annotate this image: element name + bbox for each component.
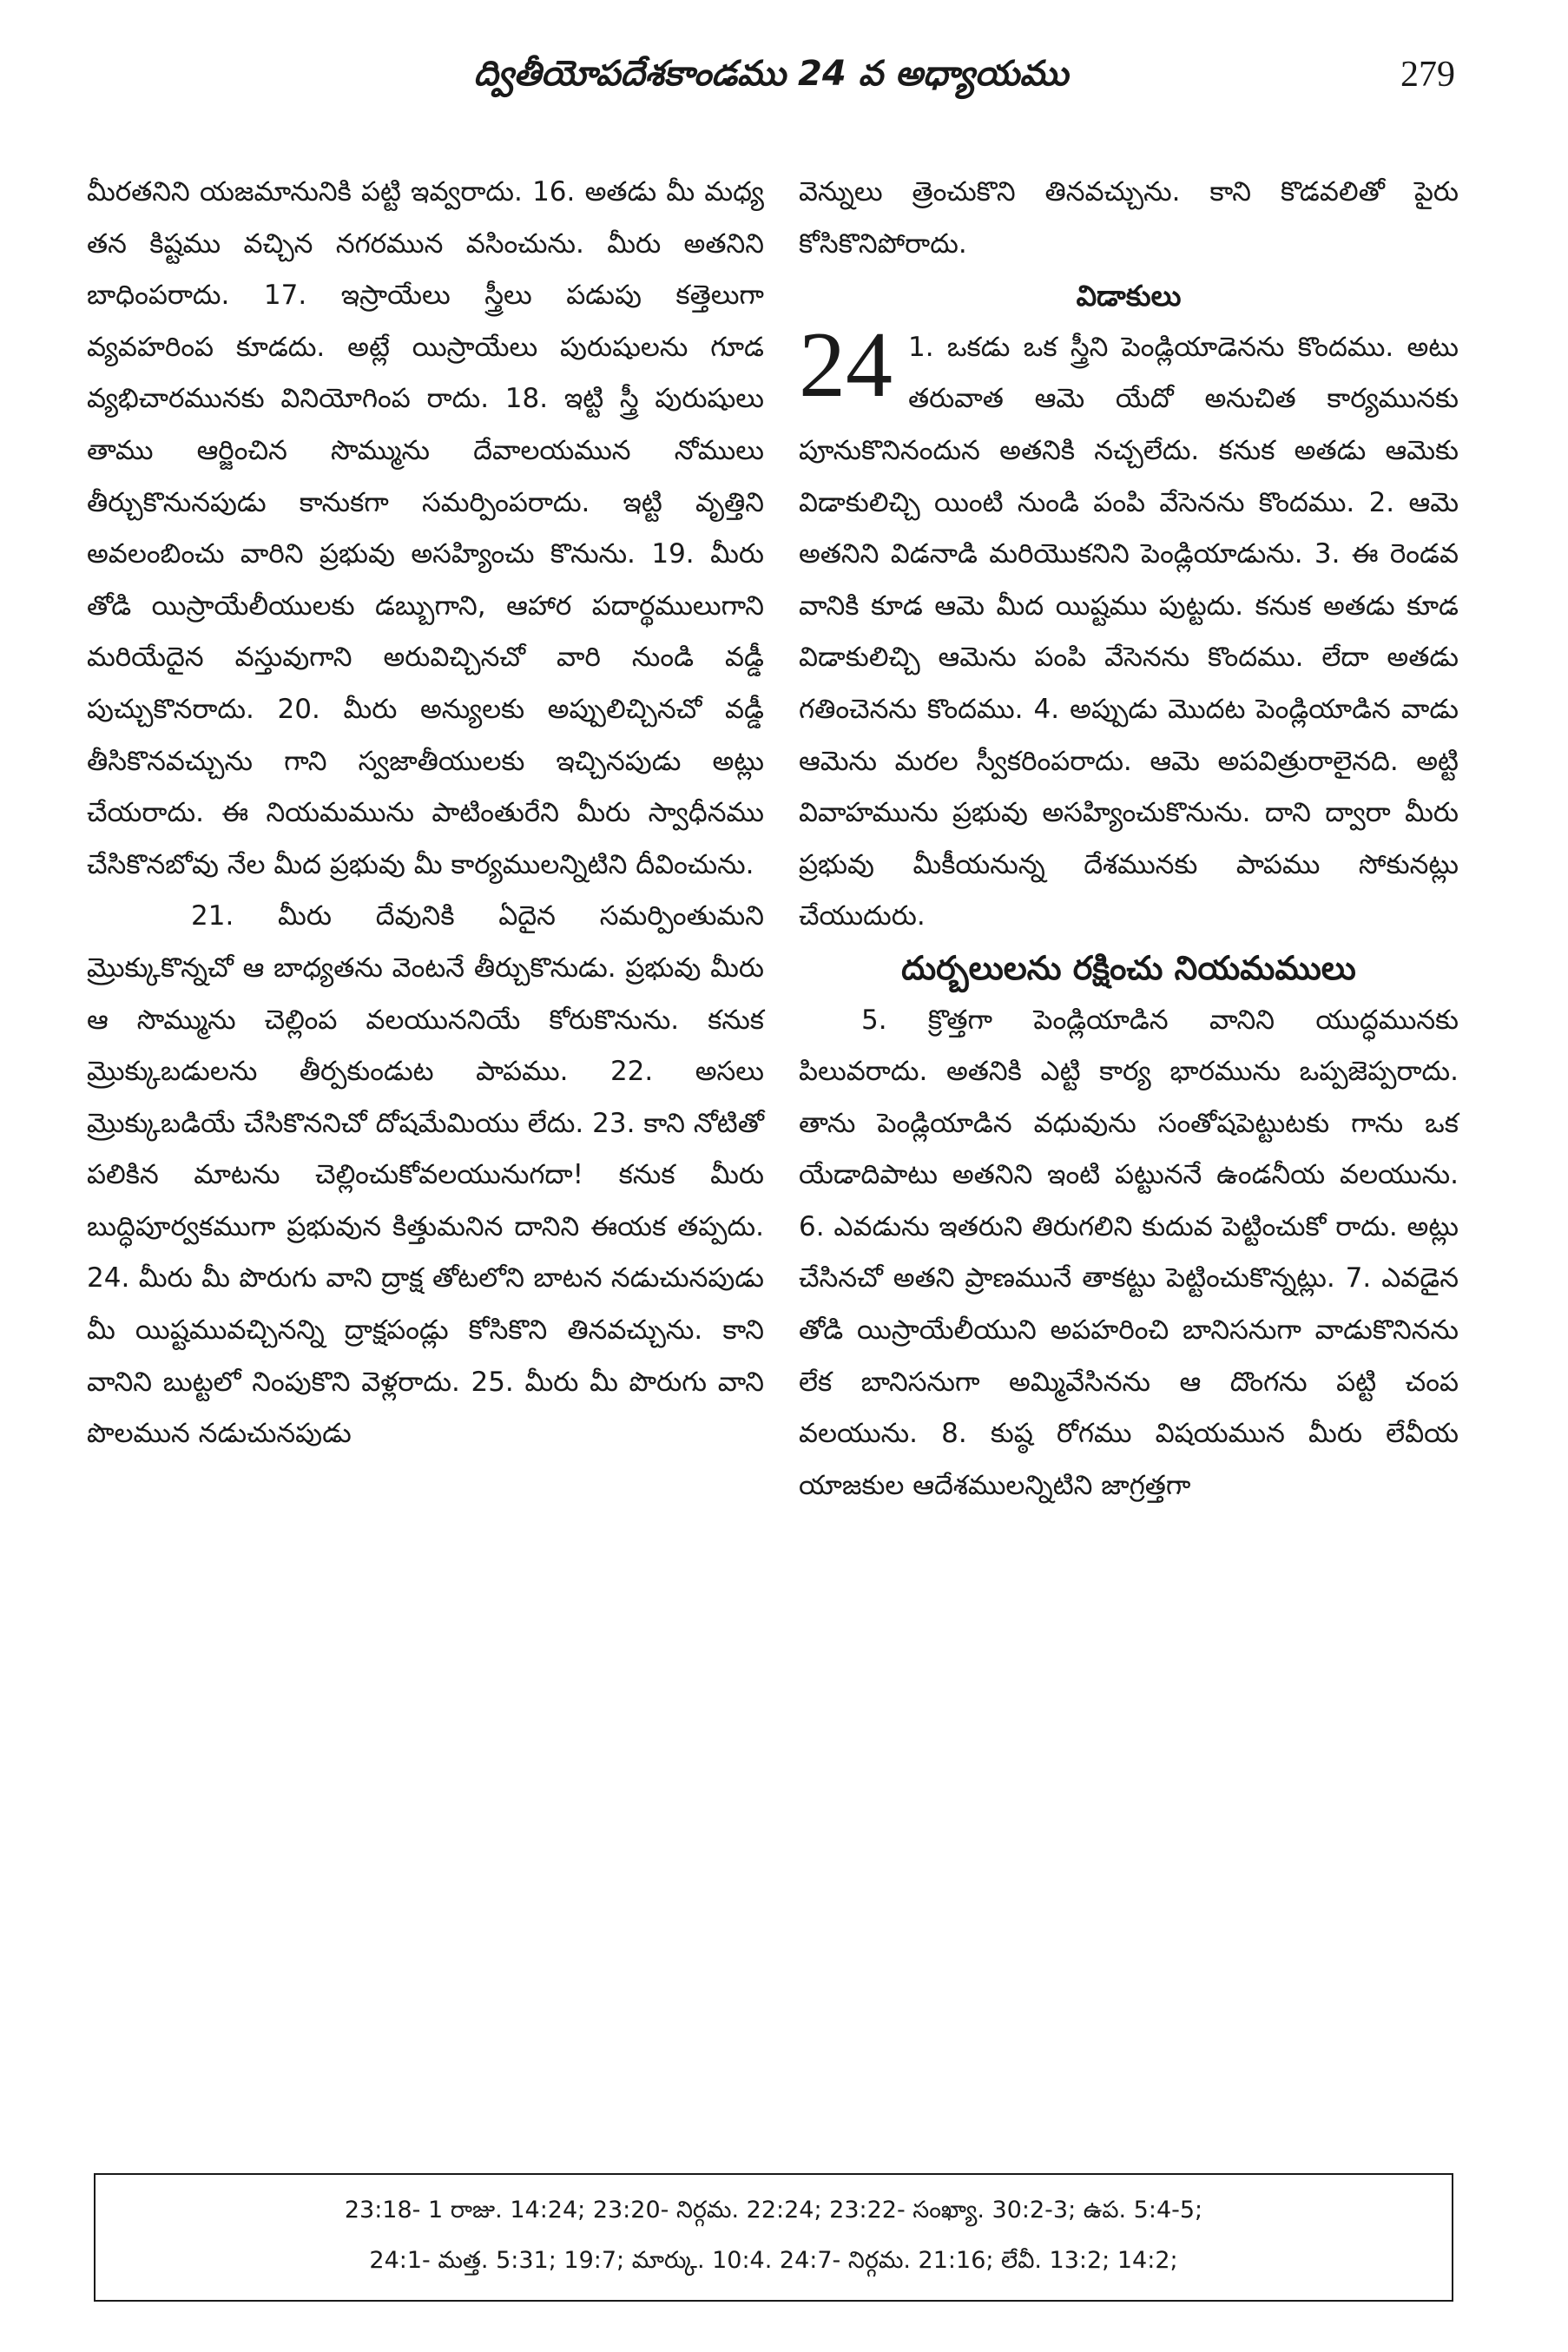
section-heading-divorce: విడాకులు: [1076, 279, 1182, 313]
left-column: [87, 167, 764, 1460]
chapter-number: 24: [799, 313, 893, 417]
left-paragraph-2: 21. మీరు దేవునికి ఏదైన సమర్పింతుమని మ్రొక్కుకొన్నచో ఆ బాధ్యతను వెంటనే తీర్చుకొనుడు. ప్రభువు మీరు ఆ సొమ్మును చెల్లింప వలయుననియే కోరుకొనును. కనుక మ్రొక్కుబడులను తీర్పకుండుట పాపము. 22. అసలు మ్రొక్కుబడియే చేసికొననిచో దోషమేమియు లేదు. 23. కాని నోటితో పలికిన మాటను చెల్లించుకోవలయునుగదా! కనుక మీరు బుద్ధిపూర్వకముగా ప్రభువున కిత్తుమనిన దానిని ఈయక తప్పదు. 24. మీరు మీ పొరుగు వాని ద్రాక్ష తోటలోని బాటన నడుచునపుడు మీ యిష్టమువచ్చినన్ని ద్రాక్షపండ్లు కోసికొని తినవచ్చును. కాని వానిని బుట్టలో నింపుకొని వెళ్లరాదు. 25. మీరు మీ పొరుగు వాని పొలమున నడుచునపుడు: [87, 900, 764, 1450]
right-column: [799, 167, 1459, 1512]
section-heading-protection: దుర్బలులను రక్షించు నియమములు: [901, 948, 1356, 987]
cross-references-line-1: 23:18- 1 రాజు. 14:24; 23:20- నిర్గమ. 22:24; 23:22- సంఖ్యా. 30:2-3; ఉప. 5:4-5;: [344, 2197, 1203, 2224]
left-paragraph-1: మీరతనిని యజమానునికి పట్టి ఇవ్వరాదు. 16. అతడు మీ మధ్య తన కిష్టము వచ్చిన నగరమున వసించును. మీరు అతనిని బాధింపరాదు. 17. ఇస్రాయేలు స్త్రీలు పడుపు కత్తెలుగా వ్యవహరింప కూడదు. అట్లే యిస్రాయేలు పురుషులను గూడ వ్యభిచారమునకు వినియోగింప రాదు. 18. ఇట్టి స్త్రీ పురుషులు తాము ఆర్జించిన సొమ్మును దేవాలయమున నోములు తీర్చుకొనునపుడు కానుకగా సమర్పింపరాదు. ఇట్టి వృత్తిని అవలంబించు వారిని ప్రభువు అసహ్యించు కొనును. 19. మీరు తోడి యిస్రాయేలీయులకు డబ్బుగాని, ఆహార పదార్థములుగాని మరియేదైన వస్తువుగాని అరువిచ్చినచో వారి నుండి వడ్డీ పుచ్చుకొనరాదు. 20. మీరు అన్యులకు అప్పులిచ్చినచో వడ్డీ తీసికొనవచ్చును గాని స్వజాతీయులకు ఇచ్చినపుడు అట్లు చేయరాదు. ఈ నియమమును పాటింతురేని మీరు స్వాధీనము చేసికొనబోవు నేల మీద ప్రభువు మీ కార్యములన్నిటిని దీవించును.: [87, 176, 764, 880]
page-number: 279: [1400, 55, 1455, 95]
right-paragraph-2: 1. ఒకడు ఒక స్త్రీని పెండ్లియాడెనను కొందము. అటు తరువాత ఆమె యేదో అనుచిత కార్యమునకు పూనుకొనినందున అతనికి నచ్చలేదు. కనుక అతడు ఆమెకు విడాకులిచ్చి యింటి నుండి పంపి వేసెనను కొందము. 2. ఆమె అతనిని విడనాడి మరియొకనిని పెండ్లియాడును. 3. ఈ రెండవ వానికి కూడ ఆమె మీద యిష్టము పుట్టదు. కనుక అతడు కూడ విడాకులిచ్చి ఆమెను పంపి వేసెనను కొందము. లేదా అతడు గతించెనను కొందము. 4. అప్పుడు మొదట పెండ్లియాడిన వాడు ఆమెను మరల స్వీకరింపరాదు. ఆమె అపవిత్రురాలైనది. అట్టి వివాహమును ప్రభువు అసహ్యించుకొనును. దాని ద్వారా మీరు ప్రభువు మీకీయనున్న దేశమునకు పాపము సోకునట్లు చేయుదురు.: [799, 331, 1459, 932]
cross-references-line-2: 24:1- మత్త. 5:31; 19:7; మార్కు. 10:4. 24:7- నిర్గమ. 21:16; లేవీ. 13:2; 14:2;: [369, 2247, 1178, 2274]
right-paragraph-1: వెన్నులు త్రెంచుకొని తినవచ్చును. కాని కొడవలితో పైరు కోసికొనిపోరాదు.: [799, 176, 1459, 260]
running-title: ద్వితీయోపదేశకాండము 24 వ అధ్యాయము: [473, 54, 1069, 94]
chapter-start: [799, 313, 1459, 943]
right-paragraph-3: 5. క్రొత్తగా పెండ్లియాడిన వానిని యుద్ధమునకు పిలువరాదు. అతనికి ఎట్టి కార్య భారమును ఒప్పజెప్పరాదు. తాను పెండ్లియాడిన వధువును సంతోషపెట్టుటకు గాను ఒక యేడాదిపాటు అతనిని ఇంటి పట్టుననే ఉండనీయ వలయును. 6. ఎవడును ఇతరుని తిరుగలిని కుదువ పెట్టించుకో రాదు. అట్లు చేసినచో అతని ప్రాణమునే తాకట్టు పెట్టించుకొన్నట్లు. 7. ఎవడైన తోడి యిస్రాయేలీయుని అపహరించి బానిసనుగా వాడుకొనినను లేక బానిసనుగా అమ్మివేసినను ఆ దొంగను పట్టి చంప వలయును. 8. కుష్ఠ రోగము విషయమున మీరు లేవీయ యాజకుల ఆదేశములన్నిటిని జాగ్రత్తగా: [799, 1004, 1459, 1501]
cross-references-box: [94, 2173, 1453, 2302]
page-header: [87, 54, 1455, 115]
